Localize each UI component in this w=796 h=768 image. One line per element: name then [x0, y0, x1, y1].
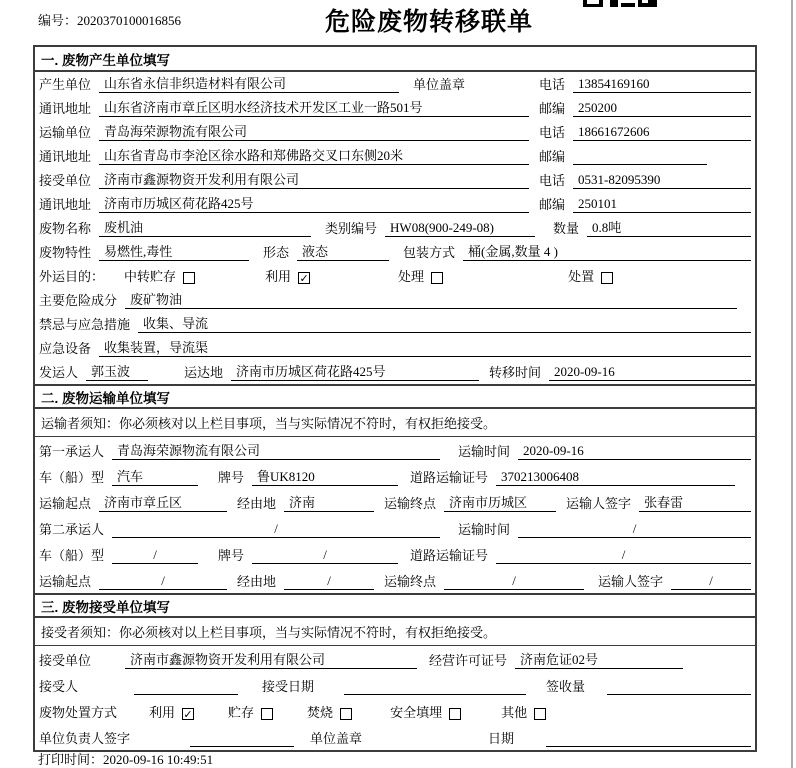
carrier1-time: 2020-09-16 — [518, 443, 751, 460]
waste-name: 废机油 — [99, 217, 311, 237]
route2-start: / — [99, 573, 227, 590]
zip-label: 邮编 — [539, 101, 566, 116]
serial-number — [38, 10, 181, 29]
checkbox-icon — [183, 272, 195, 284]
phone-label: 电话 — [539, 77, 566, 92]
receiver-address: 济南市历城区荷花路425号 — [99, 193, 529, 213]
carrier2-value: / — [112, 521, 440, 538]
checkbox-icon — [534, 708, 546, 720]
plate-label: 牌号 — [218, 548, 245, 563]
accept-unit-value: 济南市鑫源物资开发利用有限公司 — [125, 649, 417, 669]
row-purpose — [35, 264, 755, 288]
checkbox-icon — [340, 708, 352, 720]
producer-zip: 250200 — [573, 100, 751, 117]
vehicle-type-label: 车（船）型 — [39, 470, 105, 485]
producer-value: 山东省永信非织造材料有限公司 — [99, 73, 399, 93]
checkbox-icon — [601, 272, 613, 284]
accept-date-value — [344, 679, 526, 695]
pack-value: 桶(金属,数量 4 ) — [463, 241, 751, 261]
address-label: 通讯地址 — [39, 197, 92, 212]
page-title: 危险废物转移联单 — [325, 8, 534, 36]
row-producer-address — [35, 96, 755, 120]
disposal-option-incinerate — [307, 702, 352, 721]
row-transporter — [35, 120, 755, 144]
transporter-value: 青岛海荣源物流有限公司 — [99, 121, 529, 141]
phone-label: 电话 — [539, 125, 566, 140]
vehicle2-plate: / — [252, 547, 398, 564]
carrier1-value: 青岛海荣源物流有限公司 — [112, 440, 440, 460]
transporter-address: 山东省青岛市李沧区徐水路和郑佛路交叉口东侧20米 — [99, 145, 529, 165]
carrier2-time: / — [518, 521, 751, 538]
road-license-label: 道路运输证号 — [410, 470, 489, 485]
plate-label: 牌号 — [218, 470, 245, 485]
manifest-form — [33, 45, 757, 752]
vehicle2-license: / — [496, 547, 751, 564]
option-label: 贮存 — [228, 705, 255, 720]
receiver-phone: 0531-82095390 — [573, 172, 751, 189]
route1-via: 济南 — [284, 492, 374, 512]
traits-label: 废物特性 — [39, 245, 92, 260]
transfer-time: 2020-09-16 — [549, 364, 751, 381]
transporter-phone: 18661672606 — [573, 124, 751, 141]
transfer-time-label: 转移时间 — [489, 365, 542, 380]
permit-value: 济南危证02号 — [515, 649, 683, 669]
route-start-label: 运输起点 — [39, 496, 92, 511]
date-value — [546, 731, 751, 747]
road-license-label: 道路运输证号 — [410, 548, 489, 563]
accept-unit-label: 接受单位 — [39, 653, 92, 668]
row-equipment — [35, 336, 755, 360]
option-label: 处理 — [398, 269, 425, 284]
option-label: 中转贮存 — [124, 269, 177, 284]
waste-name-label: 废物名称 — [39, 221, 92, 236]
route1-start: 济南市章丘区 — [99, 492, 227, 512]
option-label: 利用 — [149, 705, 176, 720]
phone-label: 电话 — [539, 173, 566, 188]
option-label: 其他 — [501, 705, 528, 720]
checkbox-checked-icon: ✓ — [299, 271, 309, 285]
waste-code-label: 类别编号 — [325, 221, 378, 236]
route1-end: 济南市历城区 — [444, 492, 556, 512]
receiver-value: 济南市鑫源物资开发利用有限公司 — [99, 169, 529, 189]
route-start-label: 运输起点 — [39, 574, 92, 589]
row-route1 — [35, 489, 755, 515]
option-label: 利用 — [265, 269, 292, 284]
row-vehicle1 — [35, 463, 755, 489]
carrier-sign-label: 运输人签字 — [566, 496, 632, 511]
destination-label: 运达地 — [184, 365, 224, 380]
disposal-label: 废物处置方式 — [39, 705, 118, 720]
unit-stamp-label: 单位盖章 — [310, 731, 363, 746]
serial-value: 2020370100016856 — [77, 13, 182, 28]
receiver-label: 接受单位 — [39, 173, 92, 188]
producer-address: 山东省济南市章丘区明水经济技术开发区工业一路501号 — [99, 97, 529, 117]
section3-heading: 三. 废物接受单位填写 — [35, 593, 755, 618]
vehicle2-type: / — [112, 547, 198, 564]
pack-label: 包装方式 — [403, 245, 456, 260]
traits-value: 易燃性,毒性 — [99, 241, 249, 261]
disposal-option-other — [501, 702, 546, 721]
row-receiver — [35, 168, 755, 192]
row-accept-unit — [35, 646, 755, 672]
section2-heading: 二. 废物运输单位填写 — [35, 384, 755, 409]
row-receiver-address — [35, 192, 755, 216]
hazard-label: 主要危险成分 — [39, 293, 118, 308]
page-edge-line — [791, 0, 793, 768]
row-responsible-sign — [35, 724, 755, 750]
destination-value: 济南市历城区荷花路425号 — [231, 361, 479, 381]
row-producer — [35, 72, 755, 96]
purpose-option-treat — [398, 266, 443, 285]
transport-time-label: 运输时间 — [458, 522, 511, 537]
zip-label: 邮编 — [539, 149, 566, 164]
vehicle-type-label: 车（船）型 — [39, 548, 105, 563]
accept-person-value — [134, 679, 238, 695]
serial-label: 编号： — [38, 13, 78, 28]
producer-phone: 13854169160 — [573, 76, 751, 93]
row-hazard — [35, 288, 755, 312]
form-value: 液态 — [297, 241, 389, 261]
receipt-qty-value — [607, 679, 751, 695]
address-label: 通讯地址 — [39, 149, 92, 164]
form-label: 形态 — [263, 245, 290, 260]
row-transporter-address — [35, 144, 755, 168]
print-time-label: 打印时间： — [38, 752, 104, 767]
section1-heading: 一. 废物产生单位填写 — [35, 47, 755, 72]
purpose-option-dispose — [568, 266, 613, 285]
receiver-zip: 250101 — [573, 196, 751, 213]
equipment-value: 收集装置，导流渠 — [99, 337, 751, 357]
disposal-option-utilize — [149, 702, 194, 721]
option-label: 处置 — [568, 269, 595, 284]
route2-sign: / — [671, 573, 751, 590]
row-carrier2 — [35, 515, 755, 541]
measures-label: 禁忌与应急措施 — [39, 317, 131, 332]
vehicle1-type: 汽车 — [112, 466, 198, 486]
route2-via: / — [284, 573, 374, 590]
waste-qty: 0.8吨 — [587, 217, 751, 237]
waste-qty-label: 数量 — [553, 221, 580, 236]
producer-label: 产生单位 — [39, 77, 92, 92]
dispatcher-label: 发运人 — [39, 365, 79, 380]
vehicle1-license: 370213006408 — [496, 469, 735, 486]
responsible-sign-label: 单位负责人签字 — [39, 731, 131, 746]
vehicle1-plate: 鲁UK8120 — [252, 466, 398, 486]
carrier-sign-label: 运输人签字 — [598, 574, 664, 589]
dispatcher-name: 郭玉波 — [86, 361, 148, 381]
measures-value: 收集、导流 — [138, 313, 751, 333]
print-time — [38, 749, 213, 768]
stamp-label: 单位盖章 — [413, 77, 466, 92]
transporter-label: 运输单位 — [39, 125, 92, 140]
option-label: 安全填埋 — [390, 705, 443, 720]
checkbox-icon — [431, 272, 443, 284]
section3-notice: 接受者须知：你必须核对以上栏目事项，当与实际情况不符时，有权拒绝接受。 — [35, 618, 755, 646]
print-time-value: 2020-09-16 10:49:51 — [103, 752, 214, 767]
row-route2 — [35, 567, 755, 593]
accept-date-label: 接受日期 — [262, 679, 315, 694]
row-dispatch — [35, 360, 755, 384]
section2-notice: 运输者须知：你必须核对以上栏目事项，当与实际情况不符时，有权拒绝接受。 — [35, 409, 755, 437]
route-end-label: 运输终点 — [384, 574, 437, 589]
address-label: 通讯地址 — [39, 101, 92, 116]
checkbox-icon — [449, 708, 461, 720]
accept-person-label: 接受人 — [39, 679, 79, 694]
via-label: 经由地 — [237, 496, 277, 511]
qr-code-partial-icon — [583, 0, 657, 7]
row-waste-name — [35, 216, 755, 240]
row-waste-traits — [35, 240, 755, 264]
carrier2-label: 第二承运人 — [39, 522, 105, 537]
purpose-label: 外运目的： — [39, 269, 105, 284]
carrier1-label: 第一承运人 — [39, 444, 105, 459]
row-accept-person — [35, 672, 755, 698]
receipt-qty-label: 签收量 — [546, 679, 586, 694]
row-vehicle2 — [35, 541, 755, 567]
route-end-label: 运输终点 — [384, 496, 437, 511]
option-label: 焚烧 — [307, 705, 334, 720]
transporter-zip — [573, 149, 707, 165]
transport-time-label: 运输时间 — [458, 444, 511, 459]
route1-sign: 张春雷 — [639, 492, 751, 512]
checkbox-checked-icon: ✓ — [183, 707, 193, 721]
waste-code: HW08(900-249-08) — [385, 220, 535, 237]
permit-label: 经营许可证号 — [429, 653, 508, 668]
row-disposal-method — [35, 698, 755, 724]
via-label: 经由地 — [237, 574, 277, 589]
purpose-option-transfer — [124, 266, 195, 285]
disposal-option-landfill — [390, 702, 461, 721]
zip-label: 邮编 — [539, 197, 566, 212]
row-carrier1 — [35, 437, 755, 463]
route2-end: / — [444, 573, 584, 590]
row-measures — [35, 312, 755, 336]
date-label: 日期 — [488, 731, 515, 746]
checkbox-icon — [261, 708, 273, 720]
disposal-option-store — [228, 702, 273, 721]
equipment-label: 应急设备 — [39, 341, 92, 356]
hazard-value: 废矿物油 — [125, 289, 737, 309]
purpose-option-utilize — [265, 266, 310, 285]
responsible-sign-value — [190, 731, 294, 747]
